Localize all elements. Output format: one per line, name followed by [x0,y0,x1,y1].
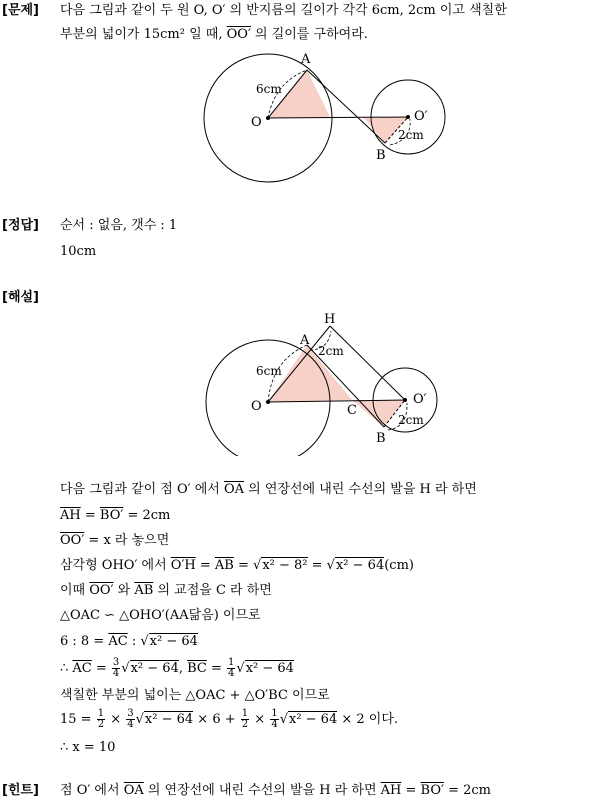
problem-label: [문제] [2,3,39,18]
problem-figure [200,48,450,218]
solution-label: [해설] [2,290,39,305]
solution-line8: ∴ $\overline{AC}$ = $\frac{3}{4}$ √x² − 64, $\overline{BC}$ = $\frac{1}{4}$ √x² − 64 [60,657,294,679]
point-O-label: O [251,115,262,130]
solution-line9: 색칠한 부분의 넓이는 △OAC + △O′BC 이므로 [60,688,330,703]
problem-text-line1: 다음 그림과 같이 두 원 O, O′ 의 반지름의 길이가 각각 6cm, 2cm 이고 색칠한 [60,3,507,18]
solution-line6: △OAC ∽ △OHO′(AA닮음) 이므로 [60,608,261,623]
answer-order: 순서 : 없음, 갯수 : 1 [60,218,178,233]
solution-line7: 6 : $8 = \overline{AC}$ : √x² − 64 [60,634,198,649]
radius-6-label: 6cm [256,364,282,378]
solution-line11: ∴ x = 10 [60,740,116,755]
radius-2-label-AH: 2cm [318,344,344,358]
solution-figure [200,306,450,456]
point-C-label: C [347,403,357,418]
point-A-label: A [301,52,311,67]
point-B-label: B [376,148,386,163]
solution-line4: 삼각형 OHO′ 에서 $O'H = \overline{AB} = √x^2 - 8^2 = √x^2 - 64(cm)$ [60,558,414,573]
solution-line5: 이때 OO′ 와 $\overline{AB}$ 의 교점을 C 라 하면 [60,583,272,598]
radius-2-label: 2cm [398,128,424,142]
answer-value: 10cm [60,244,97,259]
point-B-label: B [376,431,386,446]
radius-2-label-BOp: 2cm [398,413,424,427]
solution-line2: $\overline{AH} = BO' = 2cm$ [60,508,171,523]
solution-line10: 15 = $\frac{1}{2}$ × $\frac{3}{4}$ √x² − 64 × 6 + $\frac{1}{2}$ × $\frac{1}{4}$ √x² − 64 × 2 이다. [60,708,399,730]
solution-line1: 다음 그림과 같이 점 O′ 에서 $\overline{OA}$ 의 연장선에 내린 수선의 발을 H 라 하면 [60,482,477,497]
hint-label: [힌트] [2,783,39,798]
answer-label: [정답] [2,218,39,233]
point-H-label: H [324,312,336,327]
point-O-label: O [251,399,262,414]
point-A-label: A [300,333,310,348]
solution-line3: OO′ = x 라 놓으면 [60,533,170,548]
hint-text: 점 O′ 에서 $\overline{OA}$ 의 연장선에 내린 수선의 발을 H 라 하면 $\overline{AH} = BO' = 2cm$ [60,783,491,798]
radius-6-label: 6cm [256,82,282,96]
problem-text-line2: 부분의 넓이가 15cm² 일 때, OO′ 의 길이를 구하여라. [60,27,368,42]
point-Op-label: O′ [413,392,427,407]
point-Op-label: O′ [414,109,428,124]
